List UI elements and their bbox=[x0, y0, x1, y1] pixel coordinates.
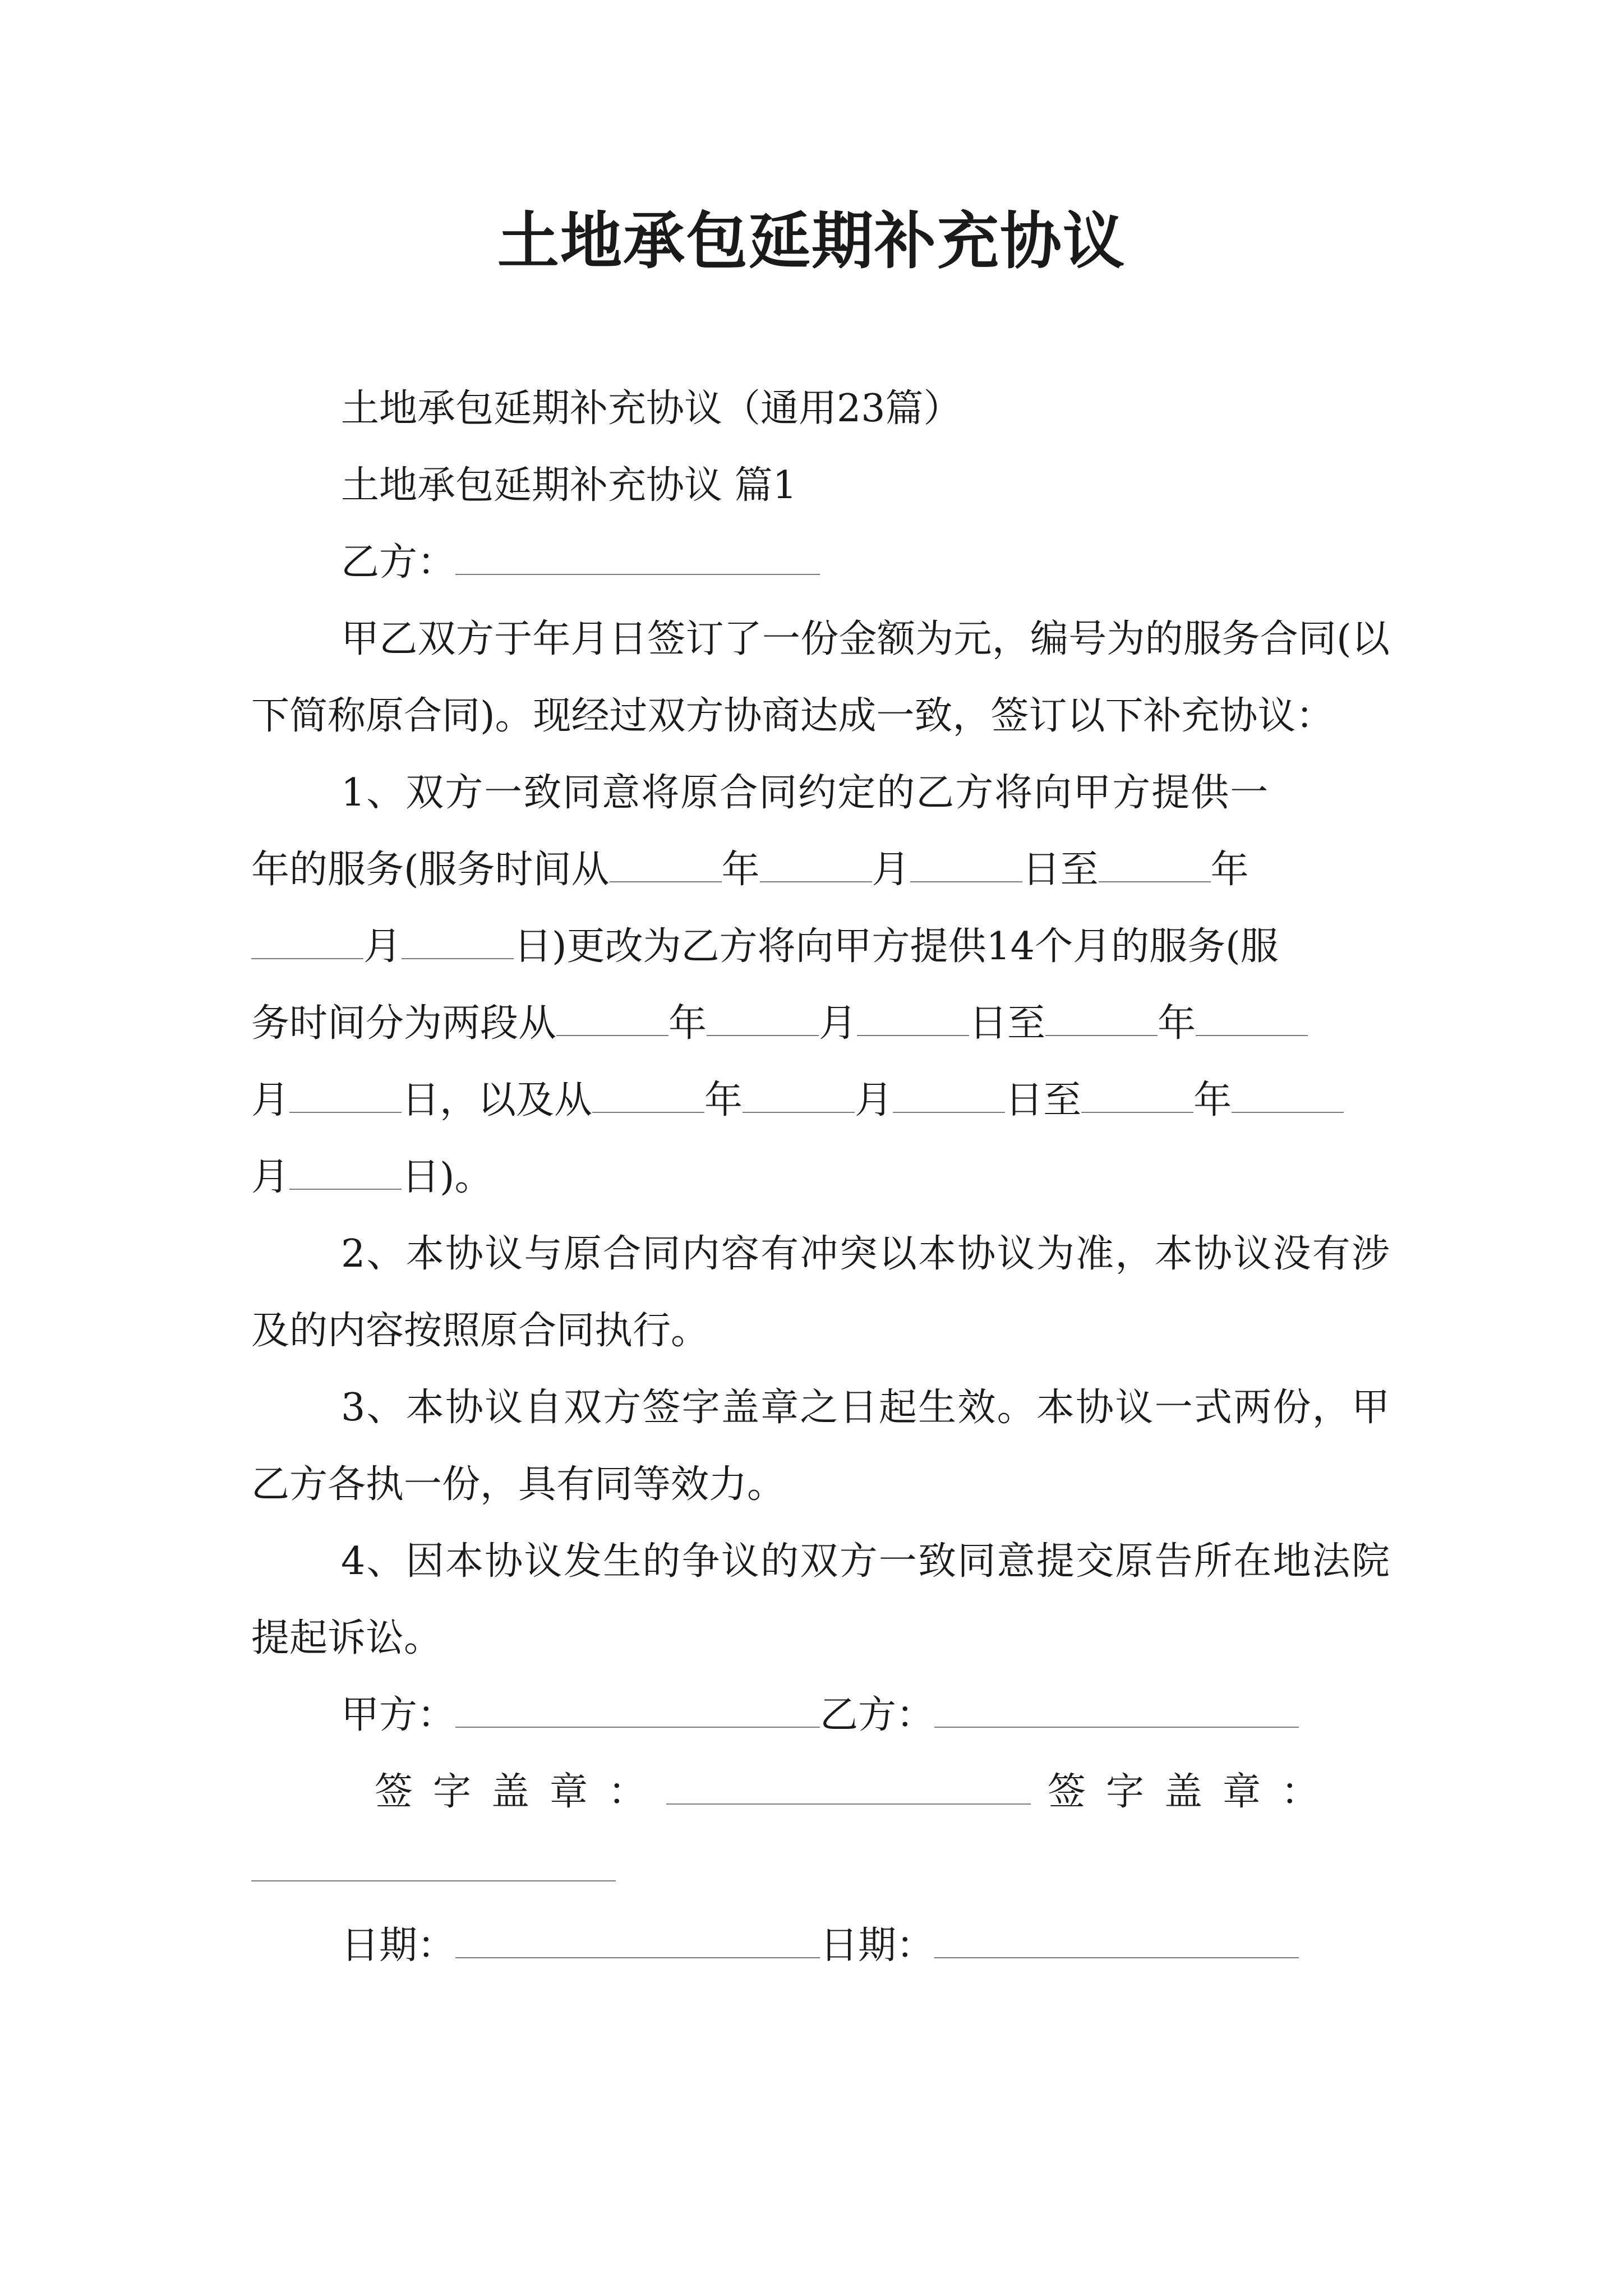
month-label: 月 bbox=[251, 1155, 290, 1199]
month-label: 月 bbox=[872, 848, 910, 892]
party-b-blank bbox=[455, 539, 820, 575]
party-b-signature-blank bbox=[934, 1692, 1299, 1728]
party-b-label: 乙方： bbox=[341, 540, 456, 585]
year-label: 年 bbox=[721, 848, 760, 892]
month-label: 月 bbox=[855, 1078, 893, 1122]
blank bbox=[592, 1077, 704, 1113]
seal-label-a: 签字盖章： bbox=[375, 1770, 667, 1814]
document-body bbox=[251, 370, 1390, 1984]
blank bbox=[556, 1000, 668, 1036]
date-label-b: 日期： bbox=[820, 1924, 935, 1968]
day-to-label: 日至 bbox=[1022, 848, 1099, 892]
clause-1-line-5 bbox=[251, 1062, 1390, 1139]
seal-blank-b bbox=[251, 1846, 616, 1881]
blank bbox=[1196, 1000, 1308, 1036]
clause-3: 3、本协议自双方签字盖章之日起生效。本协议一式两份，甲乙方各执一份，具有同等效力。 bbox=[251, 1386, 1390, 1507]
signature-date-row bbox=[251, 1907, 1390, 1984]
clause-1-line-3: 月 日)更改为乙方将向甲方提供14个月的服务(服 bbox=[251, 908, 1390, 985]
seal-blank-a bbox=[666, 1769, 1031, 1805]
blank bbox=[1232, 1077, 1344, 1113]
year-label: 年 bbox=[1193, 1078, 1232, 1122]
date-blank-b bbox=[934, 1922, 1299, 1958]
blank bbox=[760, 846, 872, 882]
clause-2: 2、本协议与原合同内容有冲突以本协议为准，本协议没有涉及的内容按照原合同执行。 bbox=[251, 1232, 1390, 1353]
blank bbox=[610, 846, 722, 882]
blank bbox=[910, 846, 1022, 882]
and-from-label: 日，以及从 bbox=[402, 1078, 593, 1122]
section-heading: 土地承包延期补充协议 篇1 bbox=[341, 463, 797, 508]
year-label: 年 bbox=[1158, 1001, 1196, 1046]
date-blank-a bbox=[455, 1922, 820, 1958]
blank bbox=[251, 923, 363, 959]
day-to-label: 日至 bbox=[1005, 1078, 1082, 1122]
blank bbox=[289, 1077, 402, 1113]
clause-1-line-4: 务时间分为两段从 年 月 日至 年 bbox=[251, 985, 1390, 1062]
party-a-blank bbox=[455, 1692, 820, 1728]
year-label: 年 bbox=[668, 1001, 707, 1046]
month-label: 月 bbox=[819, 1001, 857, 1046]
blank bbox=[707, 1000, 819, 1036]
blank bbox=[893, 1077, 1005, 1113]
subtitle: 土地承包延期补充协议（通用23篇） bbox=[341, 386, 962, 431]
blank bbox=[402, 923, 514, 959]
signature-seal-row bbox=[251, 1754, 1390, 1830]
blank bbox=[1081, 1077, 1193, 1113]
signature-party-row bbox=[251, 1677, 1390, 1754]
intro-paragraph: 甲乙双方于年月日签订了一份金额为元，编号为的服务合同(以下简称原合同)。现经过双方协商达成一致，签订以下补充协议： bbox=[251, 617, 1390, 738]
blank bbox=[289, 1154, 402, 1190]
end-label: 日)。 bbox=[402, 1155, 493, 1199]
clause-1-line-1: 1、双方一致同意将原合同约定的乙方将向甲方提供一 bbox=[341, 771, 1270, 815]
blank bbox=[857, 1000, 969, 1036]
day-to-label: 日至 bbox=[969, 1001, 1046, 1046]
party-b-signature-label: 乙方： bbox=[820, 1693, 935, 1737]
blank bbox=[743, 1077, 855, 1113]
month-label: 月 bbox=[251, 1078, 290, 1122]
party-a-label: 甲方： bbox=[341, 1693, 456, 1737]
year-label: 年 bbox=[704, 1078, 743, 1122]
blank bbox=[1045, 1000, 1158, 1036]
document-title: 土地承包延期补充协议 bbox=[497, 205, 1126, 277]
clause-4: 4、因本协议发生的争议的双方一致同意提交原告所在地法院提起诉讼。 bbox=[251, 1539, 1390, 1660]
month-label: 月 bbox=[363, 924, 402, 969]
signature-seal-wrap-line bbox=[251, 1830, 1390, 1907]
party-b-line bbox=[251, 524, 1390, 601]
blank bbox=[1099, 846, 1211, 882]
clause-1 bbox=[251, 754, 1390, 1216]
clause-1-line-6 bbox=[251, 1139, 1390, 1216]
clause-1-line-2: 年的服务(服务时间从 年 月 日至 年 bbox=[251, 848, 1249, 892]
date-label-a: 日期： bbox=[341, 1924, 456, 1968]
seal-label-b: 签字盖章： bbox=[1048, 1770, 1340, 1814]
year-label: 年 bbox=[1210, 848, 1249, 892]
